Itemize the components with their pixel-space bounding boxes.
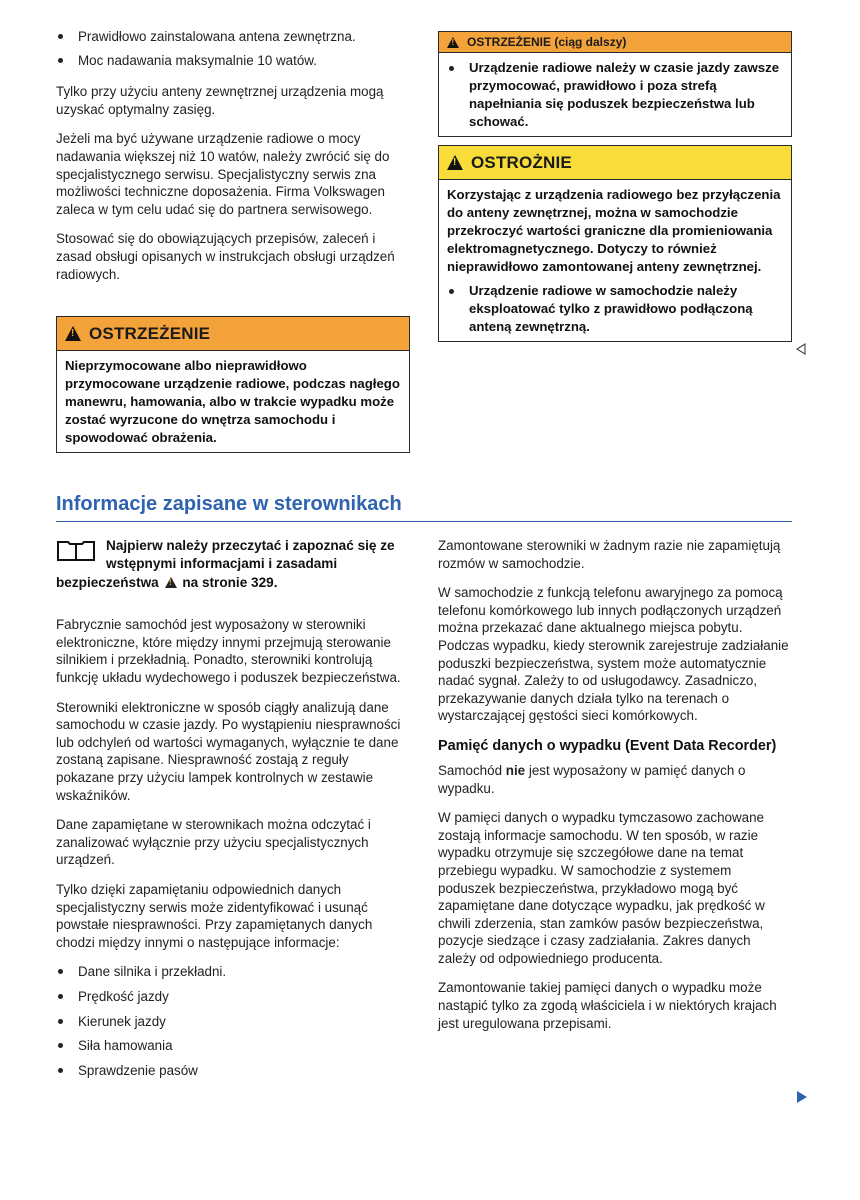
- paragraph: W samochodzie z funkcją telefonu awaryjnego za pomocą telefonu komórkowego lub innych podłączonych urządzeń można przekazać dane aktualnego miejsca pobytu. Podczas wypadku, kiedy sterownik zarejestruje zadziałanie poduszki bezpieczeństwa, system może automatycznie nadać sygnał. Zależy to od usługodawcy. Zasadniczo, przekazywanie danych działa tylko na terenach o wystarczającej gęstości sieci komórkowych.: [438, 585, 789, 724]
- paragraph: Sterowniki elektroniczne w sposób ciągły analizują dane samochodu w czasie jazdy. Po wystąpieniu niesprawności lub odchyleń od wartości wymaganych, wyłącznie te dane zostaną zapisane. Niesprawność zostają z reguły pokazane przy użyciu lampek kontrolnych w zestawie wskaźników.: [56, 699, 401, 803]
- caution-header: [439, 146, 791, 180]
- left-top-column: [56, 28, 410, 295]
- back-triangle-icon: [795, 343, 807, 355]
- warning-triangle-icon: [65, 326, 81, 341]
- warning-triangle-icon: [165, 577, 177, 588]
- paragraph: Dane zapamiętane w sterownikach można odczytać i zanalizować wyłącznie przy użyciu specjalistycznych urządzeń.: [56, 817, 371, 868]
- intro-link[interactable]: na stronie 329.: [182, 574, 278, 590]
- warning-triangle-icon: [447, 37, 459, 48]
- caution-bullet: Urządzenie radiowe w samochodzie należy eksploatować tylko z prawidłowo podłączoną anteną zewnętrzną.: [447, 282, 783, 336]
- paragraph: Tylko przy użyciu anteny zewnętrznej urządzenia mogą uzyskać optymalny zasięg.: [56, 84, 384, 117]
- edr-text-b: jest wyposażony w pamięć danych o wypadku.: [438, 762, 746, 796]
- list-item: Kierunek jazdy: [56, 1013, 410, 1031]
- edr-bold: nie: [505, 762, 526, 778]
- warning-continued-title: OSTRZEŻENIE (ciąg dalszy): [467, 35, 627, 49]
- paragraph: W pamięci danych o wypadku tymczasowo zachowane zostają informacje samochodu. W ten sposób, w razie wypadku otrzymuje się szczegółowe dane na temat przebiegu wypadku. W samochodzie z systemem poduszek bezpieczeństwa, przykładowo mogą być zapamiętane dane dotyczące wypadku, jak prędkość w chwili zderzenia, stan zamków pasów bezpieczeństwa, pozycje siedzące i czasy zadziałania. Zakres danych zależy od odpowiedniego producenta.: [438, 810, 765, 966]
- list-item: Prędkość jazdy: [56, 988, 410, 1006]
- section-left-column: [56, 537, 410, 1086]
- paragraph: Stosować się do obowiązujących przepisów, zaleceń i zasad obsługi opisanych w instrukcjach obsługi urządzeń radiowych.: [56, 231, 395, 282]
- warning-continued-box: [438, 31, 792, 137]
- paragraph: Fabrycznie samochód jest wyposażony w sterowniki elektroniczne, które między innymi przejmują sterowanie silnikiem i przekładnią. Ponadto, sterowniki kontrolują funkcję układu wydechowego i poduszek bezpieczeństwa.: [56, 617, 401, 685]
- warning-text: Nieprzymocowane albo nieprawidłowo przymocowane urządzenie radiowe, podczas nagłego manewru, hamowania, albo w trakcie wypadku może zostać wyrzucone do wnętrza samochodu i spowodować obrażenia.: [65, 358, 400, 445]
- warning-continued-bullet: Urządzenie radiowe należy w czasie jazdy zawsze przymocować, prawidłowo i poza strefą napełniania się poduszek bezpieczeństwa lub schować.: [447, 59, 783, 131]
- caution-title: OSTROŻNIE: [471, 152, 572, 172]
- paragraph: Zamontowane sterowniki w żadnym razie nie zapamiętują rozmów w samochodzie.: [438, 538, 781, 571]
- paragraph: Tylko dzięki zapamiętaniu odpowiednich danych specjalistyczny serwis może zidentyfikować i usunąć powstałe niesprawności. Przy zapamiętanych danych chodzi między innymi o następujące informacje:: [56, 881, 373, 950]
- warning-header: [57, 317, 409, 351]
- subheading: Pamięć danych o wypadku (Event Data Recorder): [438, 737, 777, 754]
- requirements-list: [56, 28, 410, 69]
- paragraph: Jeżeli ma być używane urządzenie radiowe o mocy nadawania większej niż 10 watów, należy zwrócić się do specjalistycznego serwisu. Specjalistyczny serwis zna możliwości techniczne doposażenia. Firma Volkswagen zaleca w tym celu udać się do partnera serwisowego.: [56, 131, 390, 217]
- book-icon: [56, 539, 96, 563]
- intro-text: Najpierw należy przeczytać i zapoznać się ze wstępnymi informacjami i zasadami bezpieczeństwa: [56, 538, 395, 590]
- next-arrow-icon[interactable]: [797, 1091, 807, 1103]
- warning-triangle-icon: [447, 155, 463, 170]
- list-item: Sprawdzenie pasów: [56, 1062, 410, 1080]
- section-right-column: [438, 537, 790, 1044]
- paragraph: [438, 762, 790, 797]
- warning-box: [56, 316, 410, 453]
- paragraph: Zamontowanie takiej pamięci danych o wypadku może nastąpić tylko za zgodą właściciela i w niektórych krajach jest uregulowana przepisami.: [438, 980, 777, 1031]
- section-title: Informacje zapisane w sterownikach: [56, 493, 792, 522]
- intro-note: [56, 537, 410, 592]
- caution-box: [438, 145, 792, 342]
- edr-text-a: Samochód: [438, 762, 503, 778]
- warning-title: OSTRZEŻENIE: [89, 323, 211, 343]
- list-item: Dane silnika i przekładni.: [56, 963, 410, 981]
- stored-data-list: [56, 963, 410, 1079]
- list-item: Moc nadawania maksymalnie 10 watów.: [56, 52, 410, 70]
- warning-continued-header: [439, 32, 791, 53]
- list-item: Siła hamowania: [56, 1037, 410, 1055]
- list-item: Prawidłowo zainstalowana antena zewnętrzna.: [56, 28, 410, 46]
- caution-text: Korzystając z urządzenia radiowego bez przyłączenia do anteny zewnętrznej, można w samochodzie przekroczyć wartości graniczne dla promieniowania elektromagnetycznego. Dotyczy to również nieprawidłowo zamontowanej anteny zewnętrznej.: [447, 187, 781, 274]
